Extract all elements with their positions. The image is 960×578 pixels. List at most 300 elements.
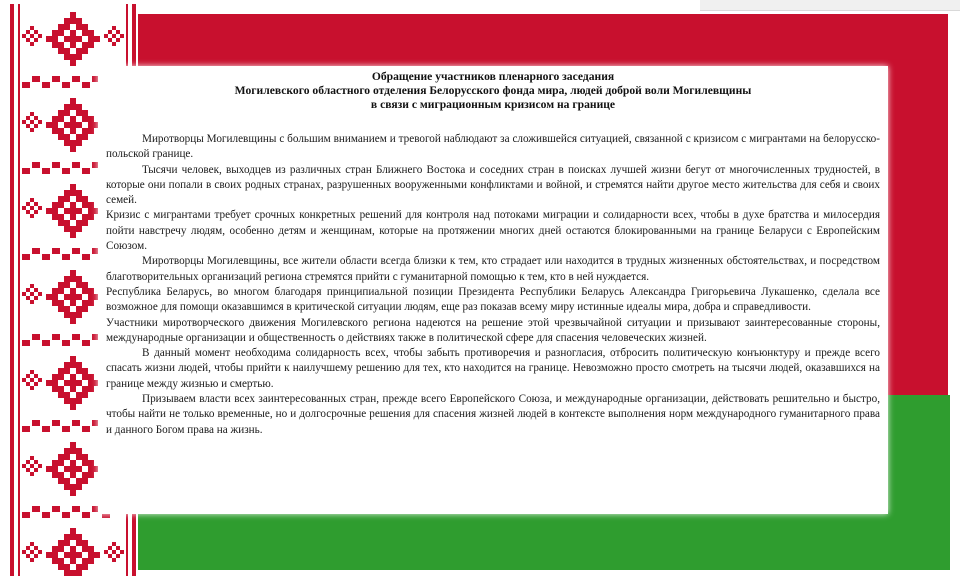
ornament-block xyxy=(76,534,82,540)
ornament-block xyxy=(58,48,64,54)
paragraph: Республика Беларусь, во многом благодаря принципиальной позиции Президента Республики Беларусь Александра Григорьевича Лукашенко, сделала все возможное для помощи оказавшимся в критической ситуации людям, еще раз показав всему миру истинные идеалы мира, добра и справедливости. xyxy=(106,285,880,314)
ornament-block xyxy=(76,466,82,472)
ornament-block xyxy=(52,552,58,558)
paragraph: В данный момент необходима солидарность всех, чтобы забыть противоречия и разногласия, отбросить политическую конъюнктуру и прежде всего спасать жизни людей, чтобы прийти к наилучшему решению для тех, кто находится на границе. Невозможно просто смотреть на тысячи людей, оказавшихся на границе между жизнью и смертью. xyxy=(106,347,880,390)
ornament-block xyxy=(62,82,70,88)
ornament-block xyxy=(58,116,64,122)
ornament-block xyxy=(70,294,76,300)
ornament-block xyxy=(88,128,94,134)
ornament-block xyxy=(34,38,38,42)
ornament-block xyxy=(58,478,64,484)
ornament-block xyxy=(30,214,34,218)
ornament-block xyxy=(52,122,58,128)
ornament-block xyxy=(58,460,64,466)
ornament-block xyxy=(82,30,88,36)
ornament-block xyxy=(64,534,70,540)
document-body xyxy=(106,132,880,438)
ornament-block xyxy=(108,546,112,550)
ornament-block xyxy=(70,558,76,564)
ornament-block xyxy=(32,162,40,168)
ornament-block xyxy=(70,460,76,466)
ornament-block xyxy=(76,282,82,288)
ornament-block xyxy=(64,448,70,454)
ornament-block xyxy=(42,340,50,346)
ornament-block xyxy=(26,30,30,34)
ornament-block xyxy=(82,282,88,288)
ornament-block xyxy=(108,38,112,42)
ornament-block xyxy=(112,550,116,554)
ornament-block xyxy=(62,512,70,518)
ornament-block xyxy=(88,294,94,300)
ornament-block xyxy=(70,312,76,318)
ornament-block xyxy=(64,466,70,472)
ornament-block xyxy=(72,248,80,254)
ornament-block xyxy=(70,546,76,552)
ornament-block xyxy=(88,208,94,214)
ornament-block xyxy=(22,292,26,296)
ornament-block xyxy=(88,30,94,36)
ornament-block xyxy=(70,276,76,282)
ornament-block xyxy=(88,116,94,122)
ornament-block xyxy=(22,378,26,382)
ornament-block xyxy=(22,168,30,174)
top-strip xyxy=(700,0,960,11)
ornament-block xyxy=(76,276,82,282)
ornament-block xyxy=(34,210,38,214)
ornament-block xyxy=(82,512,90,518)
ornament-block xyxy=(70,98,76,104)
ornament-block xyxy=(70,202,76,208)
ornament-block xyxy=(52,208,58,214)
ornament-block xyxy=(70,300,76,306)
ornament-block xyxy=(70,270,76,276)
ornament-block xyxy=(112,42,116,46)
ornament-block xyxy=(64,24,70,30)
ornament-block xyxy=(76,104,82,110)
ornament-block xyxy=(70,60,76,66)
ornament-block xyxy=(82,392,88,398)
ornament-block xyxy=(112,542,116,546)
ornament-block xyxy=(22,464,26,468)
ornament-block xyxy=(70,288,76,294)
ornament-block xyxy=(76,448,82,454)
ornament-block xyxy=(10,4,14,576)
ornament-block xyxy=(70,42,76,48)
ornament-block xyxy=(52,460,58,466)
ornament-block xyxy=(52,466,58,472)
ornament-block xyxy=(52,472,58,478)
ornament-block xyxy=(64,276,70,282)
ornament-block xyxy=(76,552,82,558)
ornament-block xyxy=(34,202,38,206)
ornament-block xyxy=(116,554,120,558)
ornament-block xyxy=(70,490,76,496)
heading-line-2: Могилевского областного отделения Белорусского фонда мира, людей доброй воли Могилевщины xyxy=(234,84,752,97)
ornament-block xyxy=(38,34,42,38)
ornament-block xyxy=(52,288,58,294)
ornament-block xyxy=(82,478,88,484)
ornament-block xyxy=(82,196,88,202)
ornament-block xyxy=(34,460,38,464)
ornament-block xyxy=(32,420,40,426)
ornament-block xyxy=(58,300,64,306)
ornament-block xyxy=(52,76,60,82)
ornament-block xyxy=(82,564,88,570)
ornament-block xyxy=(72,162,80,168)
ornament-block xyxy=(82,42,88,48)
ornament-block xyxy=(88,558,94,564)
paragraph: Призываем власти всех заинтересованных стран, прежде всего Европейского Союза, и международные организации, действовать решительно и быстро, чтобы найти не только временные, но и долгосрочные решения для спасения жизней людей в контексте выполнения норм международного гуманитарного права и данного Богом права на жизнь. xyxy=(106,393,880,436)
ornament-block xyxy=(70,36,76,42)
ornament-block xyxy=(82,254,90,260)
ornament-block xyxy=(64,190,70,196)
ornament-block xyxy=(64,312,70,318)
ornament-block xyxy=(52,300,58,306)
ornament-block xyxy=(58,220,64,226)
ornament-block xyxy=(94,552,100,558)
ornament-block xyxy=(58,374,64,380)
ornament-block xyxy=(88,460,94,466)
ornament-block xyxy=(64,564,70,570)
ornament-block xyxy=(26,296,30,300)
ornament-block xyxy=(58,540,64,546)
ornament-block xyxy=(34,546,38,550)
ornament-block xyxy=(120,34,124,38)
ornament-block xyxy=(76,122,82,128)
ornament-block xyxy=(88,122,94,128)
ornament-block xyxy=(52,374,58,380)
ornament-block xyxy=(82,306,88,312)
ornament-block xyxy=(30,128,34,132)
ornament-block xyxy=(72,76,80,82)
ornament-block xyxy=(70,484,76,490)
ornament-block xyxy=(26,382,30,386)
ornament-block xyxy=(30,120,34,124)
ornament-block xyxy=(30,378,34,382)
ornament-block xyxy=(22,512,30,518)
ornament-block xyxy=(70,146,76,152)
ornament-block xyxy=(76,220,82,226)
ornament-block xyxy=(58,202,64,208)
ornament-block xyxy=(88,546,94,552)
ornament-block xyxy=(38,292,42,296)
ornament-block xyxy=(52,248,60,254)
ornament-block xyxy=(46,36,52,42)
ornament-block xyxy=(70,128,76,134)
ornament-block xyxy=(26,374,30,378)
ornament-block xyxy=(32,76,40,82)
ornament-block xyxy=(30,26,34,30)
ornament-block xyxy=(76,484,82,490)
ornament-block xyxy=(70,448,76,454)
ornament-block xyxy=(70,552,76,558)
ornament-block xyxy=(58,30,64,36)
ornament-block xyxy=(72,506,80,512)
ornament-block xyxy=(82,48,88,54)
document-sheet xyxy=(98,66,888,514)
ornament-block xyxy=(76,362,82,368)
ornament-block xyxy=(76,110,82,116)
ornament-block xyxy=(70,54,76,60)
paragraph: Участники миротворческого движения Могилевского региона надеются на решение этой чрезвычайной ситуации и призывают заинтересованные стороны, международные организации и общественность о действиях также в политической сфере для спасения человеческих жизней. xyxy=(106,316,880,344)
ornament-block xyxy=(76,140,82,146)
ornament-block xyxy=(34,30,38,34)
ornament-block xyxy=(64,104,70,110)
ornament-block xyxy=(64,36,70,42)
ornament-block xyxy=(52,162,60,168)
ornament-block xyxy=(30,42,34,46)
ornament-block xyxy=(26,210,30,214)
ornament-block xyxy=(30,542,34,546)
ornament-block xyxy=(58,134,64,140)
ornament-block xyxy=(88,300,94,306)
ornament-block xyxy=(30,472,34,476)
ornament-block xyxy=(64,484,70,490)
paragraph: Миротворцы Могилевщины с большим вниманием и тревогой наблюдают за сложившейся ситуацией, связанной с кризисом с мигрантами на белорусско-польской границе. xyxy=(106,133,880,161)
ornament-block xyxy=(52,558,58,564)
ornament-block xyxy=(58,546,64,552)
ornament-block xyxy=(30,558,34,562)
ornament-block xyxy=(82,426,90,432)
ornament-block xyxy=(64,54,70,60)
ornament-block xyxy=(82,300,88,306)
ornament-block xyxy=(46,208,52,214)
ornament-block xyxy=(30,386,34,390)
ornament-block xyxy=(22,254,30,260)
ornament-block xyxy=(52,380,58,386)
ornament-block xyxy=(30,112,34,116)
ornament-block xyxy=(26,468,30,472)
ornament-block xyxy=(22,82,30,88)
ornament-block xyxy=(82,368,88,374)
ornament-block xyxy=(64,392,70,398)
ornament-block xyxy=(76,294,82,300)
ornament-block xyxy=(70,12,76,18)
ornament-block xyxy=(88,36,94,42)
ornament-block xyxy=(64,110,70,116)
ornament-block xyxy=(58,110,64,116)
ornament-block xyxy=(88,214,94,220)
ornament-block xyxy=(58,128,64,134)
red-band-right xyxy=(880,14,948,414)
ornament-block xyxy=(82,460,88,466)
ornament-block xyxy=(42,168,50,174)
ornament-block xyxy=(112,558,116,562)
ornament-block xyxy=(72,420,80,426)
ornament-block xyxy=(34,374,38,378)
ornament-block xyxy=(58,282,64,288)
ornament-block xyxy=(22,550,26,554)
ornament-block xyxy=(26,202,30,206)
ornament-block xyxy=(26,288,30,292)
ornament-block xyxy=(30,370,34,374)
ornament-block xyxy=(42,82,50,88)
ornament-block xyxy=(58,386,64,392)
ornament-block xyxy=(30,292,34,296)
ornament-block xyxy=(72,334,80,340)
ornament-block xyxy=(26,38,30,42)
ornament-block xyxy=(76,18,82,24)
ornament-block xyxy=(82,202,88,208)
ornament-block xyxy=(88,386,94,392)
ornament-block xyxy=(82,134,88,140)
ornament-block xyxy=(52,546,58,552)
paragraph: Тысячи человек, выходцев из различных стран Ближнего Востока и соседних стран в поисках лучшей жизни бегут от многочисленных трудностей, в которые они попали в своих родных странах, разрушенных вооруженными конфликтами и войной, и стремятся найти другое место жительства для себя и своих семей. xyxy=(106,163,880,207)
ornament-block xyxy=(76,454,82,460)
ornament-block xyxy=(88,202,94,208)
ornament-block xyxy=(64,552,70,558)
ornament-block xyxy=(58,392,64,398)
ornament-block xyxy=(64,134,70,140)
ornament-block xyxy=(38,120,42,124)
ornament-block xyxy=(76,190,82,196)
ornament-block xyxy=(70,232,76,238)
ornament-block xyxy=(76,306,82,312)
ornament-block xyxy=(52,128,58,134)
ornament-block xyxy=(46,294,52,300)
ornament-block xyxy=(52,294,58,300)
ornament-block xyxy=(70,404,76,410)
ornament-block xyxy=(58,196,64,202)
ornament-block xyxy=(58,42,64,48)
ornament-block xyxy=(34,382,38,386)
ornament-block xyxy=(38,378,42,382)
ornament-block xyxy=(82,288,88,294)
ornament-block xyxy=(58,368,64,374)
ornament-block xyxy=(76,54,82,60)
ornament-block xyxy=(82,374,88,380)
ornament-block xyxy=(64,306,70,312)
ornament-block xyxy=(70,190,76,196)
ornament-block xyxy=(70,18,76,24)
ornament-block xyxy=(46,552,52,558)
ornament-block xyxy=(62,426,70,432)
ornament-block xyxy=(46,122,52,128)
ornament-block xyxy=(52,506,60,512)
ornament-block xyxy=(26,460,30,464)
ornament-block xyxy=(64,362,70,368)
ornament-block xyxy=(64,282,70,288)
ornament-block xyxy=(42,512,50,518)
ornament-block xyxy=(82,340,90,346)
ornament-block xyxy=(88,374,94,380)
ornament-block xyxy=(70,386,76,392)
ornament-block xyxy=(30,284,34,288)
ornament-block xyxy=(42,254,50,260)
ornament-block xyxy=(70,466,76,472)
ornament-block xyxy=(30,198,34,202)
ornament-block xyxy=(52,116,58,122)
ornament-block xyxy=(70,30,76,36)
ornament-block xyxy=(88,472,94,478)
ornament-block xyxy=(32,248,40,254)
ornament-block xyxy=(70,226,76,232)
ornament-block xyxy=(76,380,82,386)
ornament-block xyxy=(52,334,60,340)
ornament-block xyxy=(38,206,42,210)
ornament-block xyxy=(82,24,88,30)
ornament-block xyxy=(82,110,88,116)
ornament-block xyxy=(108,554,112,558)
ornament-block xyxy=(94,36,100,42)
ornament-block xyxy=(64,368,70,374)
ornament-block xyxy=(70,472,76,478)
ornament-block xyxy=(64,18,70,24)
ornament-block xyxy=(88,466,94,472)
ornament-block xyxy=(82,546,88,552)
ornament-block xyxy=(58,564,64,570)
ornament-block xyxy=(82,168,90,174)
ornament-block xyxy=(82,220,88,226)
ornament-block xyxy=(88,380,94,386)
ornament-block xyxy=(30,206,34,210)
ornament-block xyxy=(88,552,94,558)
ornament-block xyxy=(70,318,76,324)
ornament-block xyxy=(70,356,76,362)
ornament-block xyxy=(22,206,26,210)
ornament-block xyxy=(52,202,58,208)
ornament-block xyxy=(70,122,76,128)
ornament-block xyxy=(76,48,82,54)
ornament-block xyxy=(108,30,112,34)
ornament-block xyxy=(58,24,64,30)
ornament-block xyxy=(62,340,70,346)
ornament-block xyxy=(82,82,90,88)
ornament-block xyxy=(22,426,30,432)
paragraph: Кризис с мигрантами требует срочных конкретных решений для контроля над потоками миграции и солидарности всех, чтобы в духе братства и милосердия пойти навстречу людям, особенно детям и женщинам, которые на протяжении многих дней остаются блокированными на границе Беларуси с Европейским Союзом. xyxy=(106,209,880,253)
ornament-block xyxy=(70,380,76,386)
ornament-block xyxy=(46,380,52,386)
ornament-block xyxy=(104,34,108,38)
ornament-block xyxy=(64,220,70,226)
ornament-block xyxy=(70,104,76,110)
ornament-block xyxy=(58,288,64,294)
ornament-block xyxy=(88,42,94,48)
ornament-block xyxy=(70,140,76,146)
ornament-block xyxy=(52,36,58,42)
ornament-block xyxy=(76,226,82,232)
ornament-block xyxy=(22,34,26,38)
ornament-block xyxy=(76,478,82,484)
document-heading xyxy=(98,70,888,112)
ornament-block xyxy=(26,554,30,558)
ornament-block xyxy=(112,26,116,30)
ornament-block xyxy=(26,116,30,120)
ornament-block xyxy=(76,312,82,318)
ornament-block xyxy=(116,30,120,34)
paragraph: Миротворцы Могилевщины, все жители области всегда близки к тем, кто страдает или находится в трудных жизненных обстоятельствах, и посредством благотворительных организаций региона стремятся прийти с гуманитарной помощью к тем, кто в ней нуждается. xyxy=(106,255,880,283)
ornament-block xyxy=(70,214,76,220)
ornament-block xyxy=(64,380,70,386)
ornament-block xyxy=(30,550,34,554)
ornament-block xyxy=(30,34,34,38)
ornament-block xyxy=(30,300,34,304)
ornament-block xyxy=(52,30,58,36)
ornament-block xyxy=(70,184,76,190)
ornament-block xyxy=(116,38,120,42)
ornament-block xyxy=(64,196,70,202)
ornament-block xyxy=(82,386,88,392)
ornament-block xyxy=(34,288,38,292)
ornament-block xyxy=(64,294,70,300)
ornament-block xyxy=(22,340,30,346)
ornament-block xyxy=(70,570,76,576)
ornament-block xyxy=(32,506,40,512)
ornament-block xyxy=(116,546,120,550)
ornament-block xyxy=(58,214,64,220)
ornament-block xyxy=(82,214,88,220)
ornament-block xyxy=(70,442,76,448)
